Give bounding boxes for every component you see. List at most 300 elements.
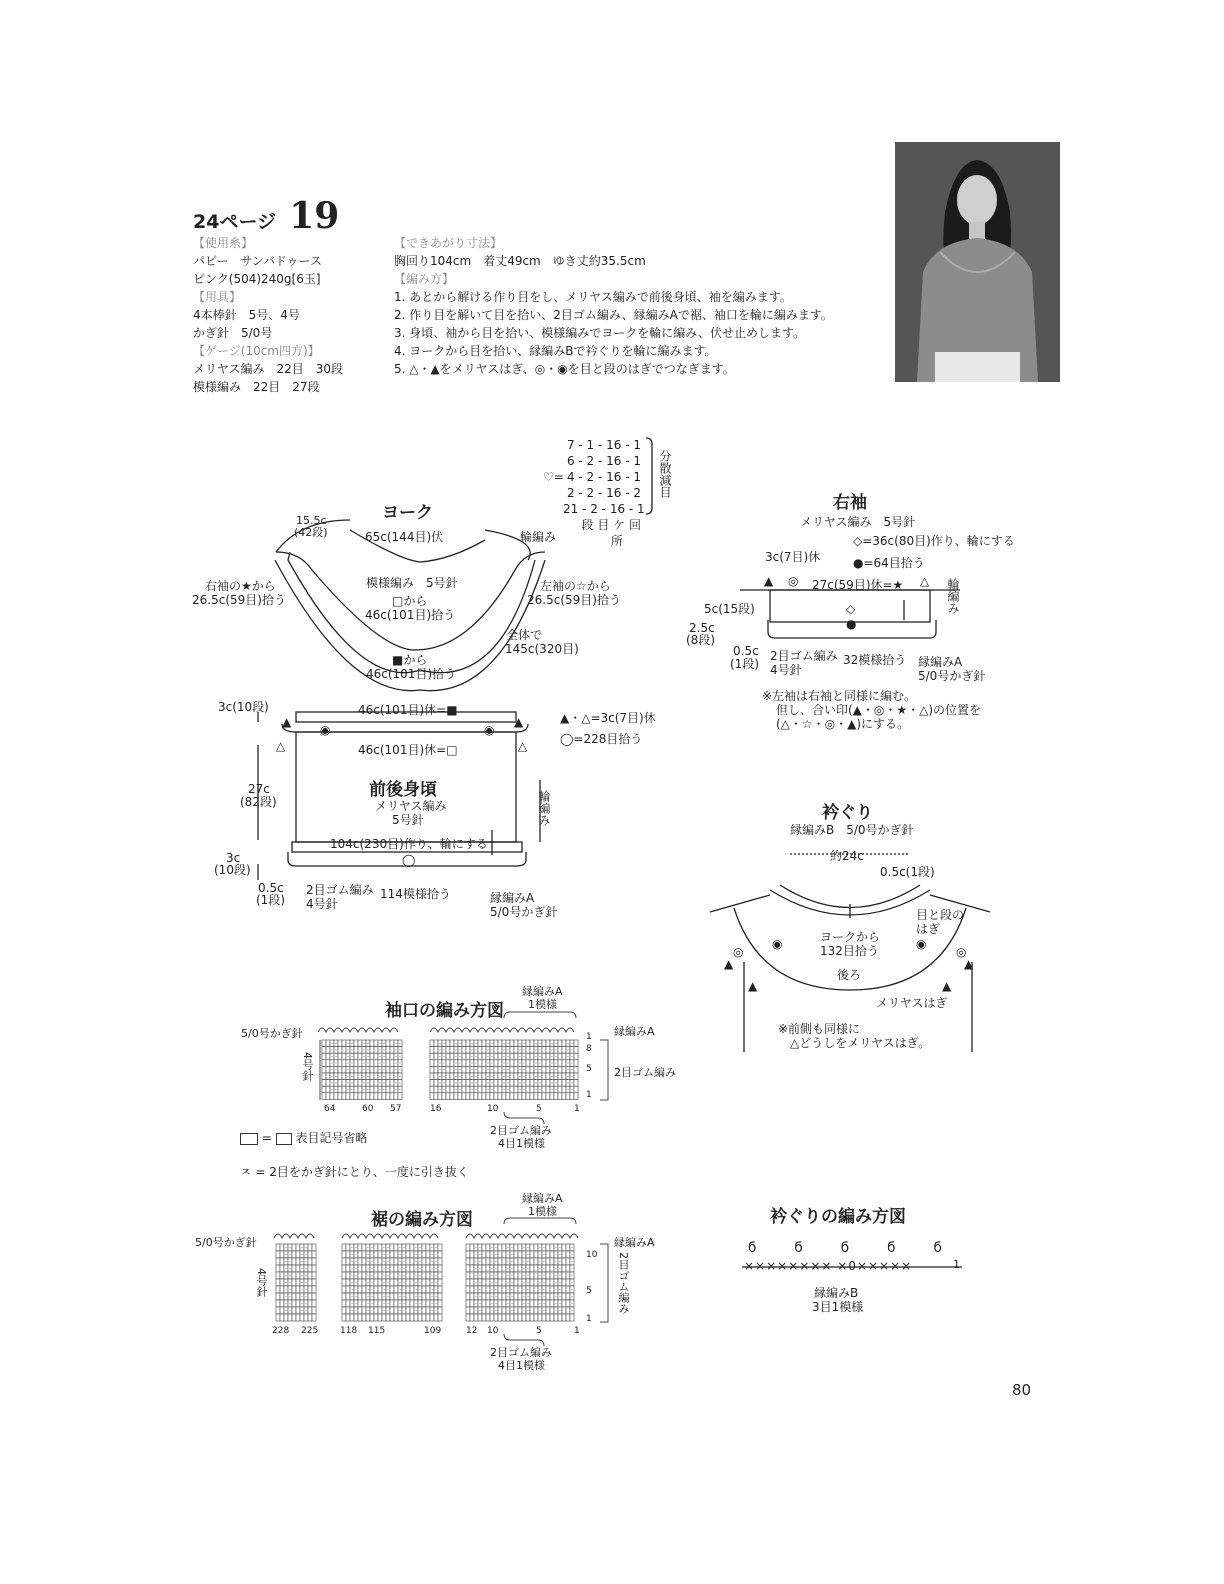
chart-cell — [426, 1293, 430, 1300]
chart-cell — [406, 1293, 410, 1300]
chart-cell — [296, 1314, 300, 1321]
chart-cell — [514, 1279, 518, 1286]
chart-cell — [562, 1244, 566, 1251]
chart-cell — [502, 1244, 506, 1251]
chart-cell — [378, 1244, 382, 1251]
chart-cell — [346, 1279, 350, 1286]
body-legend-2: ◯=228目拾う — [560, 732, 643, 746]
chart-cell — [486, 1244, 490, 1251]
chart-cell — [514, 1293, 518, 1300]
chart-cell — [280, 1286, 284, 1293]
chart-cell — [546, 1286, 550, 1293]
chart-cell — [426, 1307, 430, 1314]
chart-cell — [538, 1314, 542, 1321]
chart-cell — [292, 1300, 296, 1307]
body-hold-back: 46c(101目)休=■ — [358, 703, 458, 717]
chart-cell — [276, 1272, 280, 1279]
chart-cell — [394, 1286, 398, 1293]
gauge-heading: 【ゲージ(10cm四方)】 — [193, 344, 320, 358]
chart-cell — [546, 1265, 550, 1272]
chart-cell — [280, 1307, 284, 1314]
cuff-col-num: 57 — [390, 1104, 402, 1114]
chart-cell — [358, 1258, 362, 1265]
step-1: 1. あとから解ける作り目をし、メリヤス編みで前後身頃、袖を編みます。 — [394, 290, 792, 304]
chart-cell — [300, 1314, 304, 1321]
chart-cell — [490, 1314, 494, 1321]
mark-triangle: △ — [276, 739, 286, 753]
mark-triangle-filled: ▲ — [764, 574, 774, 588]
chart-cell — [438, 1244, 442, 1251]
chart-cell — [434, 1314, 438, 1321]
mark-circle-dot: ◉ — [484, 723, 495, 737]
yoke-front-from: □から — [392, 594, 428, 608]
chart-cell — [312, 1307, 316, 1314]
chart-cell — [378, 1258, 382, 1265]
chart-cell — [486, 1314, 490, 1321]
chart-cell — [486, 1272, 490, 1279]
yoke-top-rows: (42段) — [294, 526, 328, 539]
chart-cell — [362, 1244, 366, 1251]
chart-cell — [546, 1251, 550, 1258]
chart-cell — [386, 1314, 390, 1321]
chart-cell — [406, 1300, 410, 1307]
chart-cell — [466, 1314, 470, 1321]
chart-cell — [410, 1258, 414, 1265]
chart-cell — [312, 1286, 316, 1293]
chart-cell — [422, 1293, 426, 1300]
chart-cell — [470, 1286, 474, 1293]
chart-cell — [362, 1286, 366, 1293]
chart-cell — [422, 1251, 426, 1258]
chart-cell — [410, 1286, 414, 1293]
neck-width: 約24c — [830, 849, 864, 863]
chart-cell — [342, 1258, 346, 1265]
chart-cell — [426, 1258, 430, 1265]
chart-cell — [502, 1258, 506, 1265]
chart-cell — [378, 1293, 382, 1300]
chart-cell — [550, 1314, 554, 1321]
chart-cell — [394, 1265, 398, 1272]
chart-cell — [550, 1258, 554, 1265]
chart-cell — [566, 1251, 570, 1258]
chart-cell — [466, 1307, 470, 1314]
chart-cell — [312, 1279, 316, 1286]
chart-cell — [342, 1293, 346, 1300]
chart-cell — [346, 1258, 350, 1265]
hem-row-num: 5 — [586, 1286, 592, 1296]
chart-cell — [362, 1300, 366, 1307]
legend-knit-text: 表目記号省略 — [295, 1131, 368, 1145]
neck-back: 後ろ — [837, 968, 862, 982]
chart-cell — [374, 1272, 378, 1279]
chart-cell — [342, 1300, 346, 1307]
chart-cell — [312, 1258, 316, 1265]
chart-cell — [566, 1258, 570, 1265]
decrease-side-label: 分散減目 — [658, 450, 672, 498]
mark-double-circle: ◎ — [788, 574, 799, 588]
chart-cell — [546, 1300, 550, 1307]
chart-cell — [276, 1244, 280, 1251]
chart-cell — [410, 1251, 414, 1258]
page-number: 80 — [1012, 1381, 1032, 1399]
step-4: 4. ヨークから目を拾い、縁編みBで衿ぐりを輪に編みます。 — [394, 344, 717, 358]
chart-cell — [534, 1244, 538, 1251]
chart-cell — [406, 1279, 410, 1286]
chart-cell — [530, 1244, 534, 1251]
mark-triangle: △ — [920, 574, 930, 588]
chart-cell — [514, 1265, 518, 1272]
chart-cell — [358, 1293, 362, 1300]
chart-cell — [358, 1286, 362, 1293]
chart-cell — [502, 1300, 506, 1307]
chart-cell — [534, 1307, 538, 1314]
chart-cell — [530, 1314, 534, 1321]
hem-right-edge-label: 縁編みA — [614, 1236, 655, 1249]
yoke-right-pick-2: 26.5c(59目)拾う — [192, 593, 286, 607]
sleeve-height-3b: (1段) — [730, 657, 759, 671]
chart-cell — [374, 1300, 378, 1307]
chart-cell — [414, 1314, 418, 1321]
chart-cell — [292, 1314, 296, 1321]
chart-cell — [486, 1300, 490, 1307]
chart-cell — [406, 1272, 410, 1279]
body-edge-a-hook: 5/0号かぎ針 — [490, 905, 558, 919]
chart-cell — [566, 1307, 570, 1314]
chart-cell — [478, 1314, 482, 1321]
chart-cell — [506, 1314, 510, 1321]
hem-right-rib-label: 2目ゴム編み — [617, 1252, 630, 1314]
mark-triangle-filled: ▲ — [964, 957, 974, 971]
chart-cell — [514, 1258, 518, 1265]
chart-cell — [292, 1293, 296, 1300]
chart-cell — [308, 1286, 312, 1293]
sleeve-edge-a-hook: 5/0号かぎ針 — [918, 669, 986, 683]
chart-cell — [482, 1272, 486, 1279]
chart-cell — [482, 1314, 486, 1321]
mark-circle-dot: ◉ — [916, 937, 927, 951]
chart-cell — [378, 1286, 382, 1293]
body-sub-2: 5号針 — [392, 813, 424, 827]
gauge-line-1: メリヤス編み 22目 30段 — [193, 362, 344, 376]
chart-cell — [374, 1279, 378, 1286]
mark-triangle-filled: ▲ — [514, 715, 524, 729]
chart-cell — [362, 1293, 366, 1300]
chart-cell — [518, 1314, 522, 1321]
chart-cell — [502, 1314, 506, 1321]
yoke-total-2: 145c(320目) — [505, 642, 579, 656]
chart-cell — [498, 1272, 502, 1279]
chart-cell — [562, 1265, 566, 1272]
legend-k2tog-text: = 2目をかぎ針にとり、一度に引き抜く — [255, 1165, 469, 1179]
decrease-row: 4 - 2 - 16 - 1 — [566, 470, 641, 484]
neck-pick-1: ヨークから — [820, 930, 881, 944]
body-height-bottom: 3c — [226, 851, 241, 865]
chart-cell — [486, 1279, 490, 1286]
chart-cell — [498, 1286, 502, 1293]
chart-cell — [276, 1314, 280, 1321]
chart-cell — [390, 1279, 394, 1286]
neck-join-1: 目と段の — [916, 908, 965, 922]
chart-cell — [342, 1307, 346, 1314]
chart-cell — [346, 1244, 350, 1251]
chart-cell — [426, 1272, 430, 1279]
chart-cell — [346, 1293, 350, 1300]
chart-cell — [562, 1279, 566, 1286]
decrease-footer-2: 所 — [610, 534, 623, 548]
neck-chart-label-2: 3目1模様 — [812, 1300, 864, 1314]
chart-cell — [470, 1251, 474, 1258]
chart-cell — [390, 1244, 394, 1251]
chart-cell — [470, 1293, 474, 1300]
chart-cell — [518, 1293, 522, 1300]
chart-cell — [470, 1244, 474, 1251]
chart-cell — [362, 1307, 366, 1314]
chart-cell — [346, 1307, 350, 1314]
chart-cell — [498, 1300, 502, 1307]
chart-cell — [312, 1300, 316, 1307]
chart-cell — [566, 1272, 570, 1279]
chart-cell — [406, 1286, 410, 1293]
chart-cell — [280, 1293, 284, 1300]
chart-cell — [562, 1251, 566, 1258]
chart-cell — [482, 1293, 486, 1300]
chart-cell — [292, 1307, 296, 1314]
body-height-top: 3c(10段) — [218, 700, 269, 714]
body-legend-1: ▲・△=3c(7目)休 — [560, 711, 656, 725]
sleeve-note-1: ※左袖は右袖と同様に編む。 — [762, 689, 917, 703]
cuff-row-num: 8 — [586, 1044, 592, 1054]
chart-cell — [304, 1314, 308, 1321]
chart-cell — [280, 1279, 284, 1286]
chart-cell — [530, 1300, 534, 1307]
chart-cell — [308, 1314, 312, 1321]
yarn-line-2: ピンク(504)240g[6玉] — [193, 272, 321, 286]
chart-cell — [562, 1314, 566, 1321]
hem-bottom-repeat: 4目1模様 — [498, 1359, 545, 1372]
chart-cell — [362, 1272, 366, 1279]
cuff-bottom-rib: 2目ゴム編み — [490, 1124, 552, 1137]
chart-cell — [438, 1279, 442, 1286]
chart-cell — [410, 1272, 414, 1279]
chart-cell — [470, 1272, 474, 1279]
chart-cell — [498, 1265, 502, 1272]
chart-cell — [426, 1251, 430, 1258]
chart-cell — [362, 1314, 366, 1321]
chart-cell — [482, 1265, 486, 1272]
chart-cell — [566, 1293, 570, 1300]
chart-cell — [486, 1265, 490, 1272]
chart-cell — [438, 1258, 442, 1265]
chart-cell — [296, 1279, 300, 1286]
chart-cell — [518, 1251, 522, 1258]
neck-note-1: ※前側も同様に — [778, 1022, 861, 1036]
chart-cell — [374, 1307, 378, 1314]
chart-cell — [426, 1244, 430, 1251]
chart-cell — [276, 1251, 280, 1258]
cuff-row-num: 1 — [586, 1090, 592, 1100]
chart-cell — [292, 1251, 296, 1258]
hem-col-num: 10 — [487, 1326, 499, 1336]
chart-cell — [362, 1279, 366, 1286]
chart-cell — [410, 1300, 414, 1307]
chart-cell — [566, 1314, 570, 1321]
hem-bottom-rib: 2目ゴム編み — [490, 1346, 552, 1359]
chart-cell — [406, 1244, 410, 1251]
chart-cell — [502, 1272, 506, 1279]
neck-title: 衿ぐり — [822, 803, 873, 823]
yoke-front-pick: 46c(101目)拾う — [365, 608, 456, 622]
chart-cell — [482, 1279, 486, 1286]
chart-cell — [288, 1314, 292, 1321]
chart-cell — [522, 1314, 526, 1321]
chart-cell — [280, 1258, 284, 1265]
chart-cell — [534, 1265, 538, 1272]
chart-cell — [292, 1258, 296, 1265]
chart-cell — [296, 1244, 300, 1251]
chart-cell — [280, 1300, 284, 1307]
chart-cell — [358, 1265, 362, 1272]
chart-cell — [550, 1286, 554, 1293]
chart-cell — [566, 1244, 570, 1251]
neck-chart-label-1: 縁編みB — [814, 1286, 859, 1300]
mark-circle-dot: ◉ — [320, 723, 331, 737]
cuff-col-num: 60 — [362, 1104, 374, 1114]
chart-cell — [382, 1314, 386, 1321]
sleeve-rib-label: 2目ゴム編み — [770, 649, 838, 663]
chart-cell — [514, 1307, 518, 1314]
sleeve-height-3: 0.5c — [733, 644, 759, 658]
yoke-left-pick: 左袖の☆から — [540, 579, 611, 593]
chart-cell — [482, 1258, 486, 1265]
sleeve-rib-needle: 4号針 — [770, 663, 802, 677]
chart-cell — [280, 1265, 284, 1272]
body-height-edge-2: (1段) — [256, 893, 285, 907]
tools-heading: 【用具】 — [193, 290, 242, 304]
chart-cell — [566, 1286, 570, 1293]
chart-cell — [346, 1265, 350, 1272]
body-edge-a: 縁編みA — [490, 891, 535, 905]
size-heading: 【できあがり寸法】 — [394, 236, 503, 250]
chart-cell — [394, 1307, 398, 1314]
chart-cell — [374, 1314, 378, 1321]
chart-cell — [378, 1251, 382, 1258]
cuff-chart-title: 袖口の編み方図 — [385, 1001, 504, 1021]
cuff-right-edge-label: 縁編みA — [614, 1025, 655, 1038]
sleeve-mid: 27c(59目)休=★ — [812, 578, 904, 592]
yoke-top-length: 15.5c — [296, 514, 327, 527]
cuff-right-rib-label: 2目ゴム編み — [614, 1066, 676, 1079]
body-title: 前後身頃 — [369, 780, 437, 800]
cuff-col-num: 1 — [574, 1104, 580, 1114]
hem-col-num: 228 — [272, 1326, 290, 1336]
chart-cell — [546, 1244, 550, 1251]
sleeve-title: 右袖 — [833, 493, 867, 513]
mark-triangle-filled: ▲ — [282, 715, 292, 729]
chart-cell — [466, 1286, 470, 1293]
chart-cell — [482, 1300, 486, 1307]
chart-cell — [466, 1300, 470, 1307]
chart-cell — [406, 1251, 410, 1258]
hem-repeat-label: 1模様 — [528, 1205, 557, 1218]
hem-row-num: 1 — [586, 1314, 592, 1324]
chart-cell — [426, 1300, 430, 1307]
chart-cell — [276, 1300, 280, 1307]
hem-col-num: 12 — [466, 1326, 478, 1336]
hem-col-num: 115 — [368, 1326, 386, 1336]
chart-cell — [566, 1300, 570, 1307]
chart-cell — [466, 1265, 470, 1272]
chart-cell — [486, 1286, 490, 1293]
chart-cell — [482, 1251, 486, 1258]
chart-cell — [390, 1293, 394, 1300]
chart-cell — [470, 1279, 474, 1286]
chart-cell — [358, 1300, 362, 1307]
chart-cell — [562, 1258, 566, 1265]
body-height-mid: 27c — [248, 782, 270, 796]
chart-cell — [398, 1314, 402, 1321]
chart-cell — [566, 1265, 570, 1272]
chart-cell — [378, 1265, 382, 1272]
neck-chart-loops: ϭ ϭ ϭ ϭ ϭ — [748, 1240, 947, 1256]
chart-cell — [296, 1258, 300, 1265]
chart-cell — [276, 1293, 280, 1300]
chart-cell — [284, 1314, 288, 1321]
chart-cell — [546, 1314, 550, 1321]
chart-cell — [276, 1307, 280, 1314]
chart-cell — [550, 1279, 554, 1286]
chart-cell — [542, 1314, 546, 1321]
yoke-rib: 輪編み — [520, 530, 557, 544]
chart-cell — [358, 1251, 362, 1258]
chart-cell — [550, 1244, 554, 1251]
steps-heading: 【編み方】 — [394, 272, 455, 286]
chart-cell — [422, 1244, 426, 1251]
neck-chart-row: 1 — [953, 1258, 960, 1271]
sleeve-note-3: (△・☆・◎・▲)にする。 — [776, 717, 910, 731]
cuff-bottom-repeat: 4目1模様 — [498, 1137, 545, 1150]
chart-cell — [374, 1244, 378, 1251]
mark-double-circle: ◎ — [956, 945, 967, 959]
chart-cell — [546, 1279, 550, 1286]
chart-cell — [438, 1272, 442, 1279]
chart-cell — [514, 1286, 518, 1293]
chart-cell — [474, 1314, 478, 1321]
chart-cell — [292, 1279, 296, 1286]
chart-cell — [406, 1258, 410, 1265]
chart-cell — [514, 1272, 518, 1279]
cuff-col-num: 10 — [487, 1104, 499, 1114]
chart-cell — [390, 1265, 394, 1272]
chart-cell — [486, 1251, 490, 1258]
chart-cell — [562, 1293, 566, 1300]
sleeve-height-2b: (8段) — [686, 633, 715, 647]
chart-cell — [546, 1307, 550, 1314]
chart-cell — [312, 1244, 316, 1251]
neck-join-2: はぎ — [916, 922, 941, 936]
step-5: 5. △・▲をメリヤスはぎ、◎・◉を目と段のはぎでつなぎます。 — [394, 362, 735, 376]
chart-cell — [280, 1272, 284, 1279]
chart-cell — [296, 1272, 300, 1279]
chart-cell — [394, 1300, 398, 1307]
body-cast-on: 104c(230目)作り、輪にする — [330, 837, 488, 851]
mark-triangle-filled: ▲ — [724, 957, 734, 971]
tools-line-1: 4本棒針 5号、4号 — [193, 308, 300, 322]
chart-cell — [498, 1251, 502, 1258]
cuff-row-num: 5 — [586, 1064, 592, 1074]
chart-cell — [296, 1300, 300, 1307]
chart-cell — [550, 1265, 554, 1272]
chart-cell — [374, 1258, 378, 1265]
